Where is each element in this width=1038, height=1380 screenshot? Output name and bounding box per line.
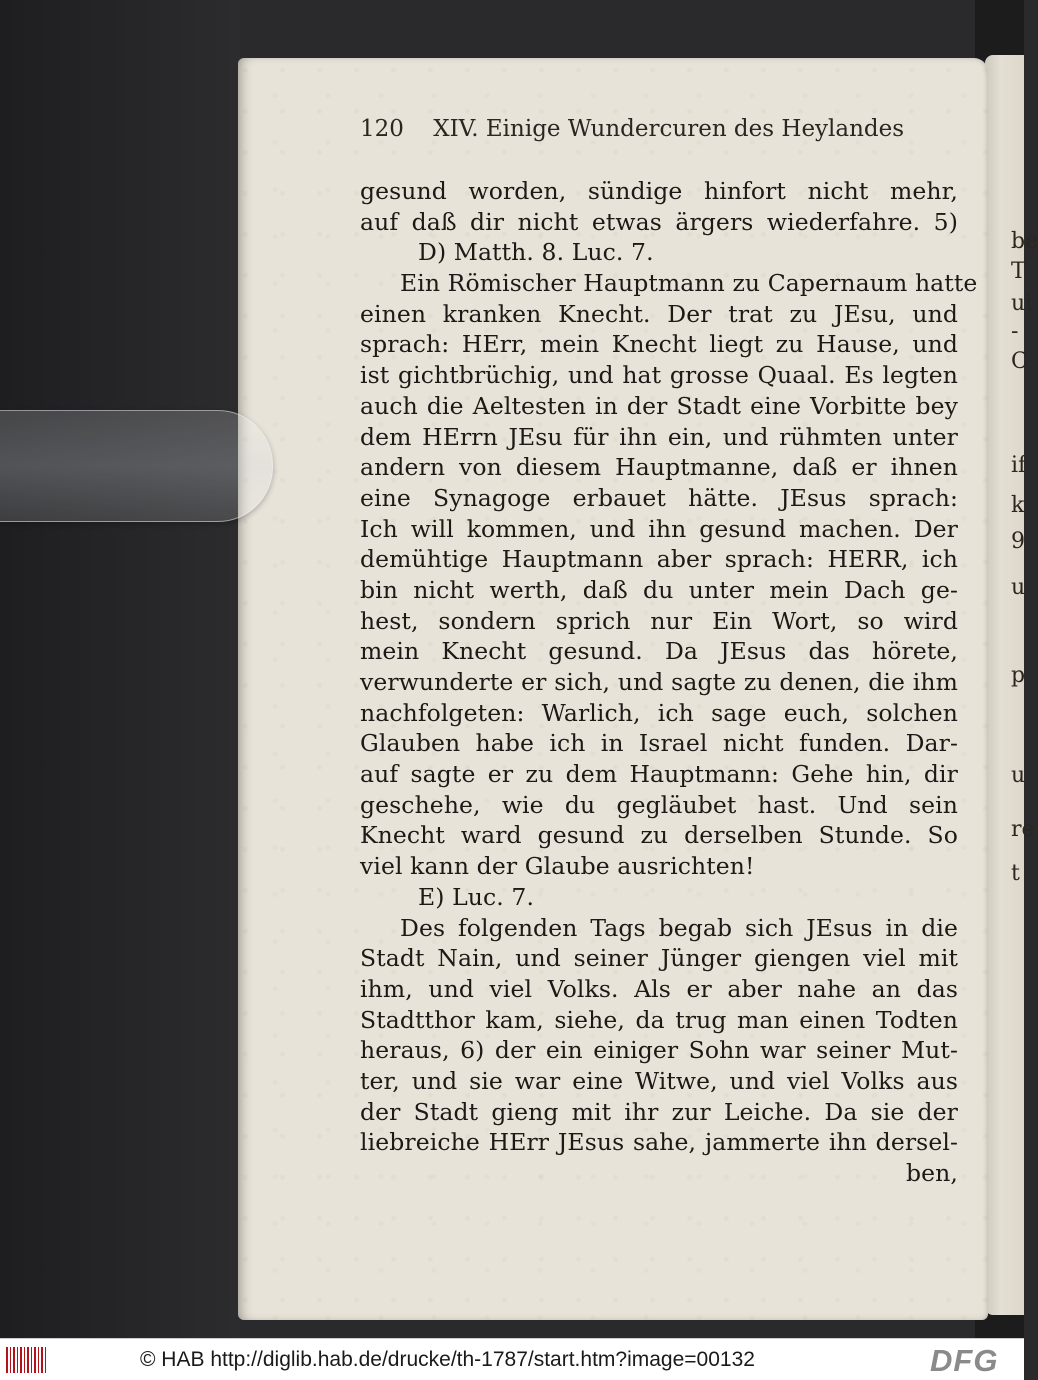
text-line: ter, und sie war eine Witwe, und viel Volks aus [360, 1066, 958, 1095]
scan-backdrop-left [0, 0, 240, 1338]
running-header [360, 116, 905, 152]
text-line: bin nicht werth, daß du unter mein Dach ge- [360, 575, 958, 604]
text-line: einen kranken Knecht. Der trat zu JEsu, und [360, 299, 958, 328]
running-head-title: XIV. Einige Wundercuren des Heylandes [433, 116, 905, 142]
adjacent-page-fragment: re [1011, 817, 1035, 842]
adjacent-page-fragment: be [1011, 229, 1038, 254]
text-line: Stadtthor kam, siehe, da trug man einen Todten [360, 1005, 958, 1034]
text-line: ist gichtbrüchig, und hat grosse Quaal. Es legten [360, 361, 958, 390]
text-line: auch die Aeltesten in der Stadt eine Vorbitte bey [360, 391, 958, 420]
adjacent-page-fragment: p [1011, 663, 1026, 688]
text-line: Glauben habe ich in Israel nicht funden. Dar- [360, 729, 958, 758]
text-line: eine Synagoge erbauet hätte. JEsus sprach: [360, 483, 958, 512]
text-line: auf daß dir nicht etwas ärgers wiederfahre. 5) [360, 207, 958, 236]
text-line: sprach: HErr, mein Knecht liegt zu Hause, und [360, 330, 958, 359]
section-reference: E) Luc. 7. [418, 882, 535, 911]
text-line: Ein Römischer Hauptmann zu Capernaum hatte [400, 269, 978, 298]
adjacent-page-fragment: k [1011, 493, 1025, 518]
adjacent-page-fragment: C [1011, 349, 1028, 374]
adjacent-page-fragment: u [1011, 575, 1026, 600]
adjacent-page-fragment: if [1011, 453, 1027, 478]
adjacent-page-fragment: ui [1011, 291, 1033, 316]
adjacent-page-fragment: - [1011, 319, 1019, 344]
barcode-icon [6, 1347, 46, 1373]
text-line: Knecht ward gesund zu derselben Stunde. So [360, 821, 958, 850]
page-number: 120 [360, 116, 404, 142]
viewer-footer [0, 1338, 1024, 1380]
text-line: andern von diesem Hauptmanne, daß er ihnen [360, 453, 958, 482]
text-line: der Stadt gieng mit ihr zur Leiche. Da sie der [360, 1097, 958, 1126]
body-text [360, 176, 978, 1189]
source-credit-link[interactable]: © HAB http://diglib.hab.de/drucke/th-1787/start.htm?image=00132 [140, 1348, 755, 1371]
adjacent-page-edge [985, 55, 1038, 1315]
text-line: Stadt Nain, und seiner Jünger giengen viel mit [360, 944, 958, 973]
dfg-logo: DFG [930, 1343, 999, 1378]
text-line: verwunderte er sich, und sagte zu denen, die ihm [360, 668, 958, 696]
adjacent-page-fragment: t [1011, 861, 1020, 886]
text-line: mein Knecht gesund. Da JEsus das hörete, [360, 637, 958, 666]
adjacent-page-fragment: 9 [1011, 529, 1025, 554]
text-line: nachfolgeten: Warlich, ich sage euch, solchen [360, 698, 958, 727]
text-line: viel kann der Glaube ausrichten! [360, 852, 755, 881]
text-line: Ich will kommen, und ihn gesund machen. Der [360, 514, 958, 543]
text-line: heraus, 6) der ein einiger Sohn war seiner Mut- [360, 1036, 958, 1065]
glass-page-weight [0, 410, 273, 522]
adjacent-page-fragment: T [1011, 259, 1026, 284]
catchword: ben, [906, 1159, 958, 1187]
text-line: dem HErrn JEsu für ihn ein, und rühmten unter [360, 422, 958, 451]
text-line: auf sagte er zu dem Hauptmann: Gehe hin, dir [360, 760, 958, 789]
text-line: geschehe, wie du gegläubet hast. Und sein [360, 790, 958, 819]
text-line: Des folgenden Tags begab sich JEsus in die [400, 913, 958, 942]
text-line: ihm, und viel Volks. Als er aber nahe an das [360, 974, 958, 1003]
text-line: hest, sondern sprich nur Ein Wort, so wird [360, 606, 958, 635]
adjacent-page-fragment: u [1011, 763, 1026, 788]
text-line: demühtige Hauptmann aber sprach: HERR, ich [360, 545, 958, 574]
text-line: liebreiche HErr JEsus sahe, jammerte ihn dersel- [360, 1128, 958, 1157]
section-reference: D) Matth. 8. Luc. 7. [418, 238, 654, 267]
text-line: gesund worden, sündige hinfort nicht mehr, [360, 177, 958, 205]
